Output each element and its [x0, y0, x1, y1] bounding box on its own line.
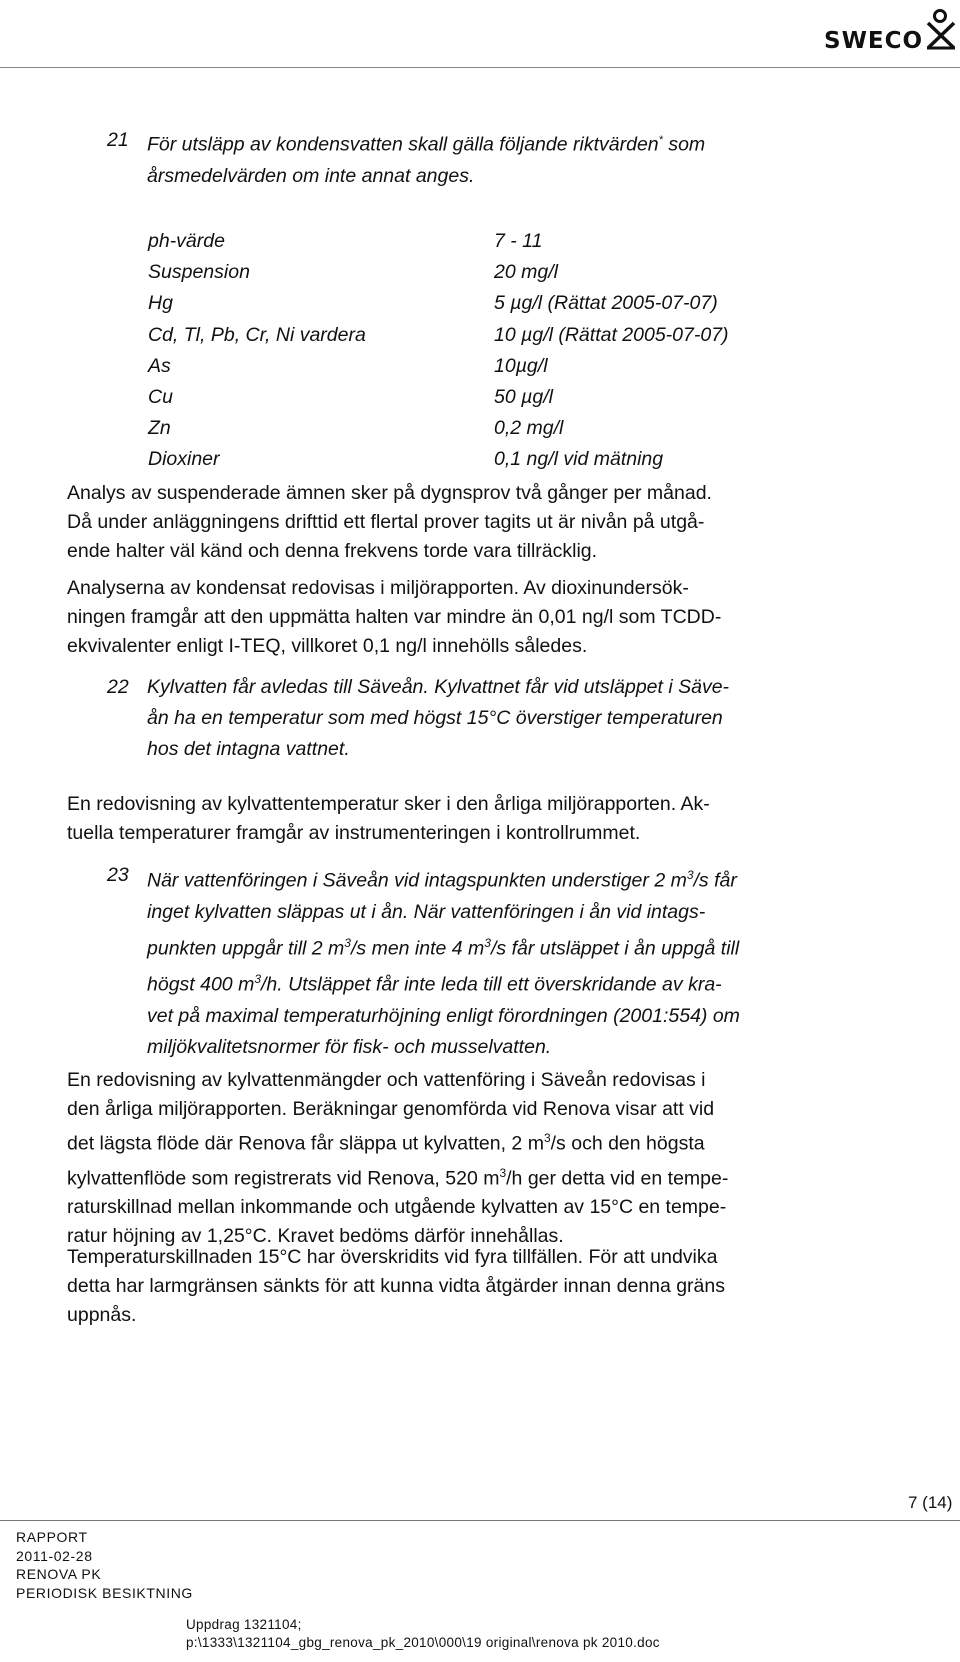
paragraph-line: ende halter väl känd och denna frekvens torde vara tillräcklig.: [67, 540, 598, 562]
requirement-number: 22: [107, 676, 129, 698]
report-date: 2011-02-28: [16, 1547, 93, 1564]
requirement-text-line: hos det intagna vattnet.: [147, 738, 350, 760]
parameter-name: Zn: [148, 417, 171, 440]
requirement-text-line: vet på maximal temperaturhöjning enligt förordningen (2001:554) om: [147, 1004, 740, 1027]
parameter-name: Dioxiner: [148, 448, 220, 471]
report-metadata: [16, 1528, 193, 1602]
paragraph-line: Analys av suspenderade ämnen sker på dygnsprov två gånger per månad.: [67, 482, 712, 504]
report-subject: PERIODISK BESIKTNING: [16, 1584, 193, 1601]
page-number: 7 (14): [908, 1493, 953, 1512]
requirement-number: 21: [107, 129, 129, 151]
requirement-number: 23: [107, 864, 129, 886]
paragraph-line: Analyserna av kondensat redovisas i miljörapporten. Av dioxinundersök-: [67, 577, 689, 599]
requirement-text-line: högst 400 $m^3/h$. Utsläppet får inte leda till ett överskridande av kra-: [147, 972, 722, 996]
paragraph-line: Då under anläggningens drifttid ett flertal prover tagits ut är nivån på utgå-: [67, 511, 705, 533]
paragraph-line: raturskillnad mellan inkommande och utgående kylvatten av 15°C en tempe-: [67, 1196, 727, 1218]
paragraph-line: En redovisning av kylvattenmängder och vattenföring i Säveån redovisas i: [67, 1069, 706, 1091]
logo-text: SWECO: [824, 28, 924, 54]
requirement-text-line: Kylvatten får avledas till Säveån. Kylvattnet får vid utsläppet i Säve-: [147, 676, 730, 698]
footer-divider: [0, 1520, 960, 1521]
parameter-value: 0,1 ng/l vid mätning: [494, 448, 664, 471]
file-path: p:\1333\1321104_gbg_renova_pk_2010\000\19 original\renova pk 2010.doc: [186, 1635, 660, 1650]
header-divider: [0, 67, 960, 68]
paragraph-line: tuella temperaturer framgår av instrumenteringen i kontrollrummet.: [67, 822, 641, 844]
paragraph-line: En redovisning av kylvattentemperatur sker i den årliga miljörapporten. Ak-: [67, 793, 710, 815]
assignment-number: Uppdrag 1321104;: [186, 1617, 302, 1632]
parameter-name: Cu: [148, 385, 173, 408]
requirement-text-line: inget kylvatten släppas ut i ån. När vattenföringen i ån vid intags-: [147, 900, 706, 923]
parameter-value: 20 mg/l: [494, 261, 558, 284]
paragraph-line: ratur höjning av 1,25°C. Kravet bedöms därför innehållas.: [67, 1225, 564, 1247]
parameter-name: Hg: [148, 292, 173, 315]
paragraph-line: detta har larmgränsen sänkts för att kunna vidta åtgärder innan denna gräns: [67, 1275, 725, 1297]
requirement-text-line: ån ha en temperatur som med högst 15°C överstiger temperaturen: [147, 707, 723, 729]
requirement-text-line: årsmedelvärden om inte annat anges.: [147, 164, 475, 187]
parameter-name: As: [148, 354, 171, 377]
paragraph-line: ningen framgår att den uppmätta halten var mindre än 0,01 ng/l som TCDD-: [67, 606, 722, 628]
paragraph-line: Temperaturskillnaden 15°C har överskridits vid fyra tillfällen. För att undvika: [67, 1246, 718, 1268]
report-type: RAPPORT: [16, 1529, 88, 1545]
paragraph-line: den årliga miljörapporten. Beräkningar genomförda vid Renova visar att vid: [67, 1098, 715, 1120]
paragraph-temperature: [67, 790, 710, 848]
paragraph-line: uppnås.: [67, 1304, 137, 1326]
requirement-text-line: När vattenföringen i Säveån vid intagspunkten understiger 2 $m^3/s$ får: [147, 868, 737, 892]
requirement-text-line: För utsläpp av kondensvatten skall gälla följande riktvärden* som: [147, 133, 706, 156]
parameter-name: Cd, Tl, Pb, Cr, Ni vardera: [148, 323, 366, 346]
parameter-value: 0,2 mg/l: [494, 417, 564, 440]
paragraph-cooling-water-volumes: [67, 1066, 728, 1251]
parameter-value: 10µg/l: [494, 354, 548, 377]
footnote-mark: *: [658, 134, 663, 146]
paragraph-line: ekvivalenter enligt I-TEQ, villkoret 0,1 ng/l innehölls således.: [67, 635, 588, 657]
paragraph-condensate: [67, 574, 721, 661]
paragraph-line: kylvattenflöde som registrerats vid Renova, 520 $m^3/h$ ger detta vid en tempe-: [67, 1165, 729, 1189]
parameter-name: ph-värde: [148, 230, 225, 252]
paragraph-temperature-difference: [67, 1243, 725, 1330]
parameter-value: 10 µg/l (Rättat 2005-07-07): [494, 323, 729, 346]
document-reference: [186, 1616, 660, 1652]
paragraph-analysis: [67, 479, 712, 566]
report-project: RENOVA PK: [16, 1566, 102, 1582]
parameter-value: 50 µg/l: [494, 385, 553, 408]
sweco-mark-icon: [924, 8, 958, 50]
requirement-text-line: miljökvalitetsnormer för fisk- och musselvatten.: [147, 1035, 552, 1058]
parameter-value: 7 - 11: [494, 230, 543, 252]
requirement-text-line: punkten uppgår till 2 $m^3/s$ men inte 4 $m^3/s$ får utsläppet i ån uppgå till: [147, 935, 740, 959]
parameter-name: Suspension: [148, 261, 250, 284]
parameter-value: 5 µg/l (Rättat 2005-07-07): [494, 292, 718, 315]
paragraph-line: det lägsta flöde där Renova får släppa ut kylvatten, 2 $m^3/s$ och den högsta: [67, 1131, 705, 1155]
